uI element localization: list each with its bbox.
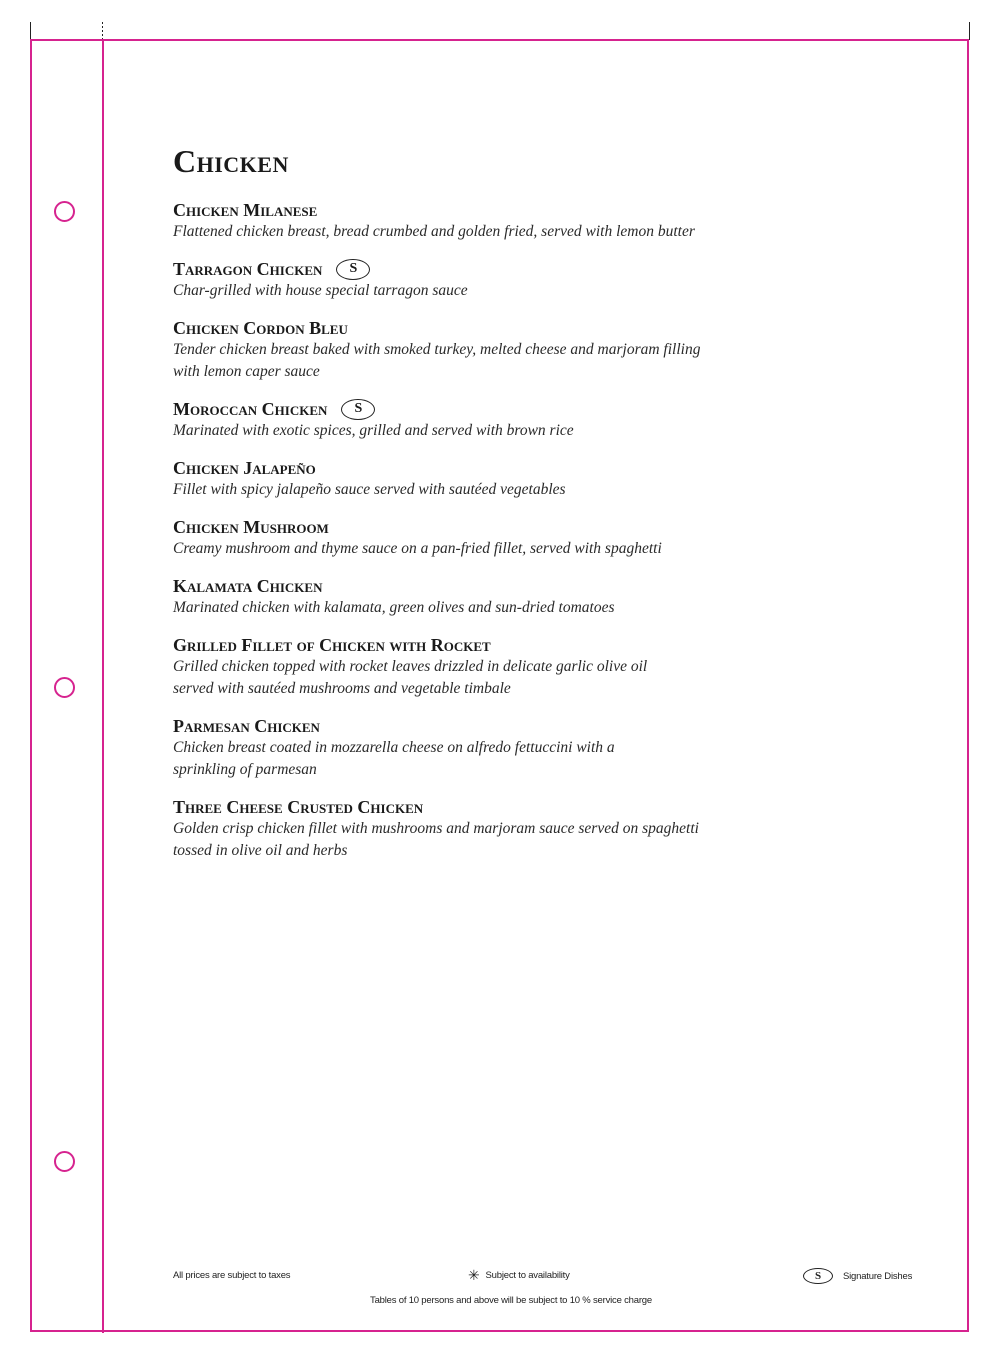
menu-item-name-text: Chicken Mushroom	[173, 517, 329, 537]
menu-item-name-text: Grilled Fillet of Chicken with Rocket	[173, 635, 491, 655]
menu-item-description: sprinkling of parmesan	[173, 761, 317, 778]
section-title: Chicken	[173, 143, 289, 179]
menu-item-name-text: Moroccan Chicken	[173, 399, 328, 419]
menu-item	[173, 575, 873, 619]
menu-item-name	[173, 796, 873, 818]
signature-badge-icon: S	[341, 399, 375, 420]
asterisk-icon: ✳	[468, 1267, 480, 1283]
menu-item-description: Char-grilled with house special tarragon sauce	[173, 282, 468, 299]
footer-availability	[468, 1268, 570, 1282]
menu-item-description: Marinated with exotic spices, grilled and served with brown rice	[173, 422, 574, 439]
footer-taxes	[173, 1270, 290, 1281]
menu-item-description: Grilled chicken topped with rocket leaves drizzled in delicate garlic olive oil	[173, 658, 648, 675]
menu-item-description: Fillet with spicy jalapeño sauce served with sautéed vegetables	[173, 481, 566, 498]
menu-item-description: Flattened chicken breast, bread crumbed and golden fried, served with lemon butter	[173, 223, 695, 240]
footer-signature-legend	[803, 1268, 912, 1284]
menu-item	[173, 317, 873, 383]
menu-item-description: tossed in olive oil and herbs	[173, 842, 348, 859]
menu-item-name-text: Chicken Cordon Bleu	[173, 318, 348, 338]
menu-item	[173, 715, 873, 781]
menu-item	[173, 398, 873, 442]
menu-item-description: with lemon caper sauce	[173, 363, 320, 380]
menu-item-name-text: Three Cheese Crusted Chicken	[173, 797, 424, 817]
menu-item-name-text: Kalamata Chicken	[173, 576, 323, 596]
footer-service-charge	[0, 1295, 1000, 1306]
menu-item-name-text: Parmesan Chicken	[173, 716, 320, 736]
menu-item-description: Tender chicken breast baked with smoked turkey, melted cheese and marjoram filling	[173, 341, 701, 358]
menu-item	[173, 258, 873, 302]
menu-item-name	[173, 457, 873, 479]
menu-item-name-text: Chicken Milanese	[173, 200, 318, 220]
availability-note: Subject to availability	[485, 1269, 570, 1281]
menu-item-name	[173, 199, 873, 221]
signature-badge-icon: S	[336, 259, 370, 280]
menu-content	[173, 143, 873, 877]
crop-mark-left	[30, 22, 31, 40]
service-charge-note: Tables of 10 persons and above will be subject to 10 % service charge	[370, 1295, 652, 1306]
menu-item	[173, 796, 873, 862]
punch-hole-bottom	[54, 1151, 75, 1172]
punch-hole-top	[54, 201, 75, 222]
menu-item-description: served with sautéed mushrooms and vegetable timbale	[173, 680, 511, 697]
menu-item-name-text: Chicken Jalapeño	[173, 458, 316, 478]
menu-item-name	[173, 575, 873, 597]
menu-item-description: Creamy mushroom and thyme sauce on a pan-fried fillet, served with spaghetti	[173, 540, 662, 557]
menu-item	[173, 457, 873, 501]
menu-item-name	[173, 317, 873, 339]
signature-badge-icon: S	[803, 1268, 833, 1284]
signature-legend-label: Signature Dishes	[843, 1270, 913, 1282]
menu-item-name-text: Tarragon Chicken	[173, 259, 323, 279]
menu-item-name	[173, 715, 873, 737]
menu-item	[173, 634, 873, 700]
menu-item-description: Chicken breast coated in mozzarella cheese on alfredo fettuccini with a	[173, 739, 615, 756]
menu-item	[173, 516, 873, 560]
binding-margin-line	[102, 39, 104, 1333]
punch-hole-middle	[54, 677, 75, 698]
menu-item-name	[173, 258, 873, 280]
crop-mark-right	[969, 22, 970, 40]
menu-item-description: Marinated chicken with kalamata, green olives and sun-dried tomatoes	[173, 599, 615, 616]
menu-item	[173, 199, 873, 243]
menu-item-name	[173, 634, 873, 656]
menu-item-name	[173, 398, 873, 420]
menu-item-list	[173, 199, 873, 862]
menu-item-description: Golden crisp chicken fillet with mushrooms and marjoram sauce served on spaghetti	[173, 820, 699, 837]
menu-item-name	[173, 516, 873, 538]
crop-mark-middle	[102, 22, 103, 40]
taxes-note: All prices are subject to taxes	[173, 1270, 291, 1281]
